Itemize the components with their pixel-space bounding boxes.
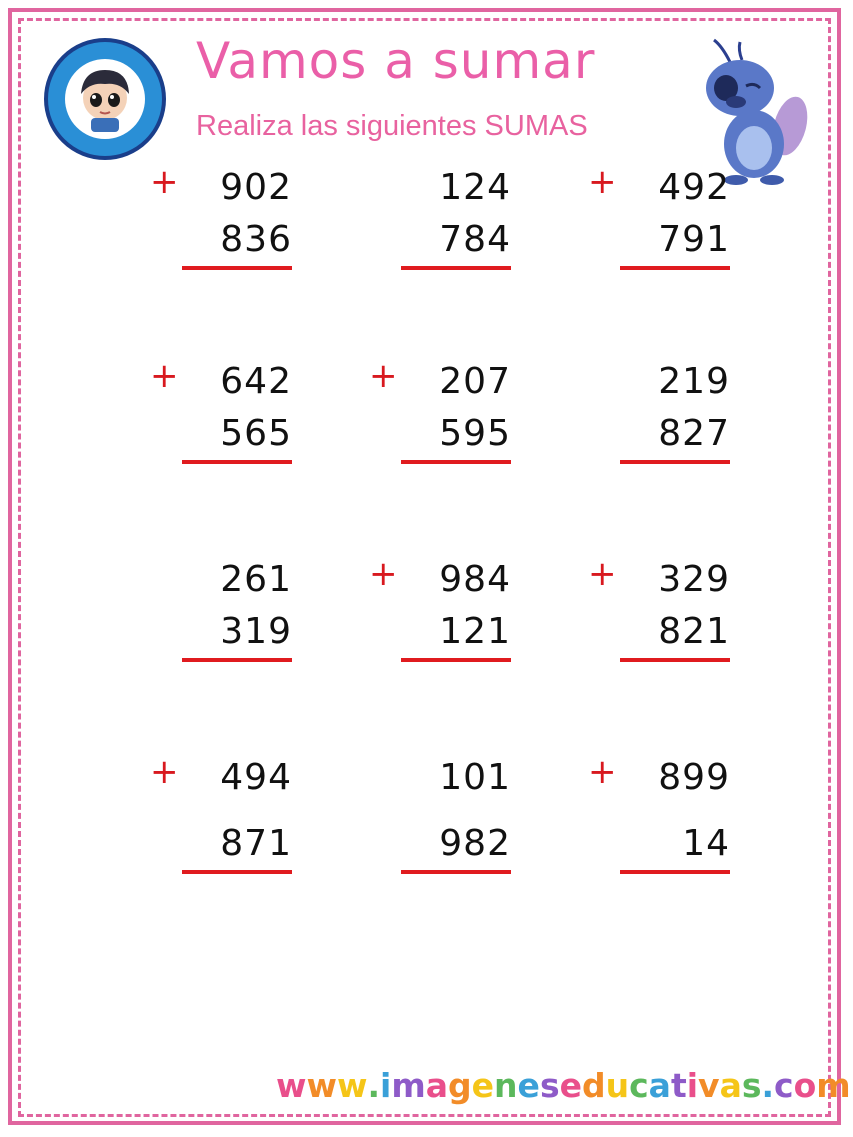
addend-top: 902 [220, 167, 292, 208]
addition-problem [369, 758, 569, 878]
footer-letter: e [517, 1066, 540, 1105]
footer-letter: w [276, 1066, 307, 1105]
footer-letter: a [425, 1066, 449, 1105]
footer-letter: m [391, 1066, 426, 1105]
footer-letter: e [471, 1066, 495, 1105]
addend-top: 329 [658, 559, 730, 600]
addition-problem [150, 356, 350, 482]
addend-bottom: 982 [439, 823, 511, 864]
addition-problem [150, 752, 350, 878]
footer-letter: u [605, 1066, 630, 1105]
addend-bottom: 14 [682, 823, 730, 864]
footer-letter: m [816, 1066, 851, 1105]
footer-letter: e [559, 1066, 582, 1105]
answer-line [182, 658, 292, 662]
addend-bottom: 565 [220, 413, 292, 454]
footer-letter: i [686, 1066, 699, 1105]
footer-letter: a [648, 1066, 671, 1105]
footer-letter: c [629, 1066, 649, 1105]
instructions: Realiza las siguientes SUMAS [196, 110, 588, 142]
addend-bottom: 784 [439, 219, 511, 260]
addition-problem [588, 752, 788, 878]
addend-bottom: 595 [439, 413, 511, 454]
footer-letter: s [539, 1066, 560, 1105]
footer-letter: s [741, 1066, 762, 1105]
addend-top: 899 [658, 757, 730, 798]
addend-bottom: 791 [658, 219, 730, 260]
addend-top: 984 [439, 559, 511, 600]
answer-line [401, 460, 511, 464]
answer-line [620, 266, 730, 270]
addition-problem [150, 162, 350, 288]
answer-line [182, 870, 292, 874]
footer-letter: w [306, 1066, 337, 1105]
footer-letter: i [380, 1066, 392, 1105]
plus-sign: + [588, 554, 617, 594]
answer-line [401, 870, 511, 874]
plus-sign: + [369, 356, 398, 396]
answer-line [401, 266, 511, 270]
addend-top: 124 [439, 167, 511, 208]
addend-top: 219 [658, 361, 730, 402]
addend-bottom: 821 [658, 611, 730, 652]
answer-line [182, 460, 292, 464]
footer-letter: c [774, 1066, 794, 1105]
footer-website-url [276, 1066, 851, 1105]
plus-sign: + [369, 554, 398, 594]
addition-problem [150, 560, 350, 680]
footer-letter: d [581, 1066, 606, 1105]
addend-top: 101 [439, 757, 511, 798]
logo-character-icon [48, 42, 162, 156]
stitch-mascot-icon [700, 36, 810, 186]
footer-letter: . [761, 1066, 775, 1105]
footer-letter: . [367, 1066, 381, 1105]
addend-bottom: 836 [220, 219, 292, 260]
answer-line [401, 658, 511, 662]
addend-top: 494 [220, 757, 292, 798]
addend-bottom: 827 [658, 413, 730, 454]
footer-letter: n [494, 1066, 518, 1105]
answer-line [620, 658, 730, 662]
footer-letter: t [670, 1066, 687, 1105]
footer-letter: v [698, 1066, 720, 1105]
plus-sign: + [150, 752, 179, 792]
answer-line [620, 460, 730, 464]
addend-top: 492 [658, 167, 730, 208]
page-title: Vamos a sumar [196, 32, 596, 90]
addend-bottom: 871 [220, 823, 292, 864]
addition-problem [588, 162, 788, 288]
footer-letter: o [793, 1066, 817, 1105]
addend-bottom: 121 [439, 611, 511, 652]
addend-top: 261 [220, 559, 292, 600]
answer-line [620, 870, 730, 874]
addend-top: 642 [220, 361, 292, 402]
addition-problem [588, 362, 788, 482]
footer-letter: a [719, 1066, 742, 1105]
addition-problem [369, 554, 569, 680]
footer-letter: w [337, 1066, 368, 1105]
addend-top: 207 [439, 361, 511, 402]
site-logo [44, 38, 166, 160]
plus-sign: + [588, 752, 617, 792]
plus-sign: + [588, 162, 617, 202]
addition-problem [588, 554, 788, 680]
addition-problem [369, 168, 569, 288]
addition-problem [369, 356, 569, 482]
plus-sign: + [150, 356, 179, 396]
plus-sign: + [150, 162, 179, 202]
answer-line [182, 266, 292, 270]
addend-bottom: 319 [220, 611, 292, 652]
footer-letter: g [448, 1066, 472, 1105]
